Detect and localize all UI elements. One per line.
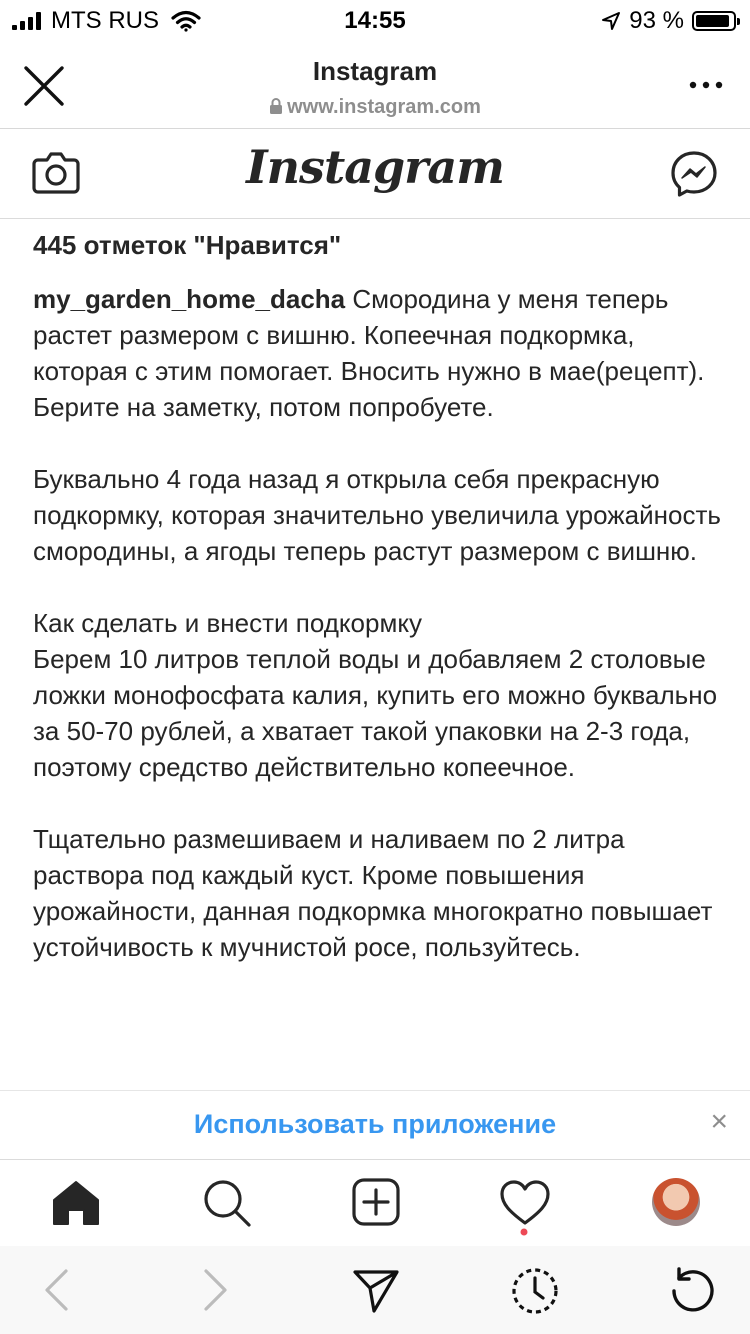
instagram-bottom-nav (0, 1158, 750, 1247)
lock-icon (269, 97, 283, 115)
open-app-banner (0, 1090, 750, 1160)
use-app-link[interactable]: Использовать приложение (193, 1109, 557, 1139)
history-timer-icon[interactable] (510, 1266, 560, 1316)
caption-paragraph: Буквально 4 года назад я открыла себя прекрасную подкормку, которая значительно увеличила урожайность смородины, а ягоды теперь растут размером с вишню. (33, 464, 721, 566)
caption-paragraph: Тщательно размешиваем и наливаем по 2 литра раствора под каждый куст. Кроме повышения урожайности, данная подкормка многократно повышает устойчивость к мучнистой росе, пользуйтесь. (33, 824, 713, 962)
browser-toolbar (0, 1246, 750, 1334)
caption-paragraph: Берем 10 литров теплой воды и добавляем 2 столовые ложки монофосфата калия, купить его можно буквально за 50-70 рублей, а хватает такой упаковки на 2-3 года, поэтому средство действительно копеечное. (33, 644, 718, 782)
search-icon[interactable] (202, 1178, 252, 1228)
new-post-icon[interactable] (352, 1178, 400, 1226)
home-icon[interactable] (52, 1180, 100, 1226)
likes-count[interactable]: 445 отметок "Нравится" (33, 230, 342, 260)
share-icon[interactable] (352, 1268, 400, 1314)
browser-page-title: Instagram (312, 56, 438, 86)
activity-heart-icon[interactable] (500, 1180, 550, 1226)
back-arrow-icon[interactable] (42, 1268, 70, 1312)
reload-icon[interactable] (668, 1266, 718, 1316)
post-caption (33, 281, 723, 965)
browser-url[interactable] (0, 96, 750, 119)
profile-avatar[interactable] (652, 1178, 700, 1226)
browser-header (0, 40, 750, 129)
status-bar (0, 0, 750, 40)
carrier-name: MTS RUS (51, 7, 159, 34)
notification-dot-icon (520, 1228, 528, 1236)
post-content (33, 224, 723, 1086)
location-arrow-icon (601, 11, 621, 31)
battery-percent: 93 % (629, 7, 684, 34)
instagram-logo[interactable]: Instagram (246, 140, 504, 194)
more-options-icon[interactable] (688, 80, 724, 90)
clock: 14:55 (344, 7, 406, 34)
caption-paragraph (33, 281, 723, 425)
messenger-icon[interactable] (670, 150, 718, 198)
forward-arrow-icon[interactable] (202, 1268, 230, 1312)
caption-paragraph: Как сделать и внести подкормку (33, 608, 423, 638)
banner-close-button[interactable]: × (710, 1105, 728, 1138)
battery-icon (692, 11, 736, 31)
url-text: www.instagram.com (287, 96, 481, 118)
post-username[interactable]: my_garden_home_dacha (33, 284, 346, 314)
caption-paragraph-text: Смородина у меня теперь растет размером с вишню. Копеечная подкормка, которая с этим помогает. Вносить нужно в мае(рецепт). Берите на заметку, потом попробуете. (33, 284, 705, 422)
instagram-header (0, 128, 750, 219)
